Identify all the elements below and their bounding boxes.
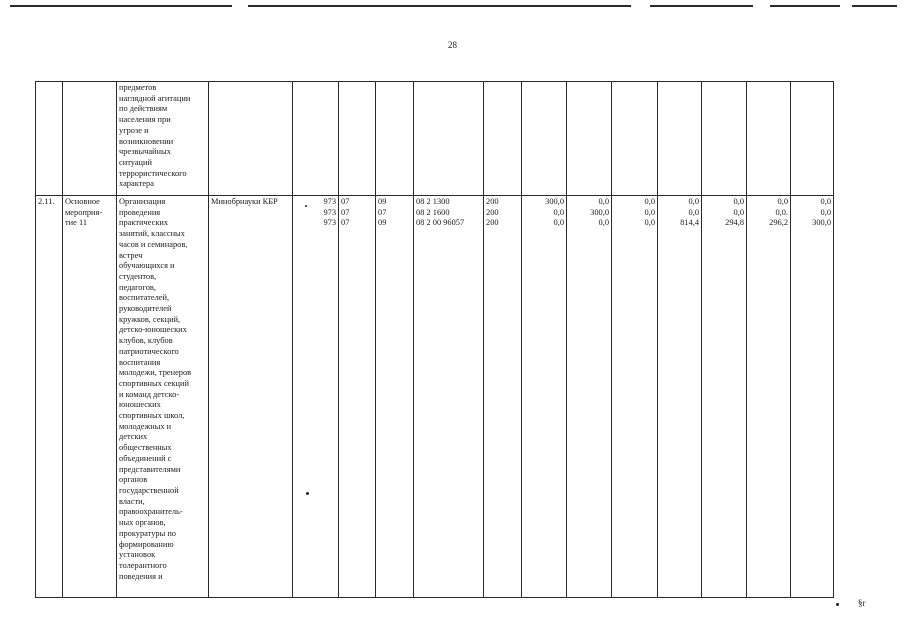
cell-year-1 xyxy=(522,82,567,196)
scan-top-line xyxy=(10,5,232,7)
cell-year-5: 0,0 0,0 294,8 xyxy=(702,196,747,598)
cell-year-7 xyxy=(791,82,834,196)
scan-speck xyxy=(305,205,307,207)
cell-vr xyxy=(484,82,522,196)
scan-top-line xyxy=(770,5,840,7)
program-table xyxy=(35,81,834,598)
cell-year-3 xyxy=(612,82,658,196)
cell-vr: 200 200 200 xyxy=(484,196,522,598)
cell-rz xyxy=(339,82,376,196)
cell-type: Основное мероприя- тие 11 xyxy=(63,196,117,598)
cell-description: предметов наглядной агитации по действиям населения при угрозе и возникновении чрезвычайных ситуаций террористического характера xyxy=(117,82,209,196)
cell-year-4 xyxy=(658,82,702,196)
page-number: 28 xyxy=(448,40,457,50)
scan-top-line xyxy=(852,5,897,7)
cell-type xyxy=(63,82,117,196)
cell-number: 2.11. xyxy=(36,196,63,598)
cell-csr xyxy=(414,82,484,196)
cell-year-7: 0,0 0,0 300,0 xyxy=(791,196,834,598)
cell-executor xyxy=(209,82,293,196)
cell-csr: 08 2 1300 08 2 1600 08 2 00 96057 xyxy=(414,196,484,598)
cell-year-1: 300,0 0,0 0,0 xyxy=(522,196,567,598)
corner-mark: §r xyxy=(858,598,866,608)
cell-year-3: 0,0 0,0 0,0 xyxy=(612,196,658,598)
cell-executor: Минобрнауки КБР xyxy=(209,196,293,598)
cell-year-5 xyxy=(702,82,747,196)
table-row xyxy=(36,82,834,196)
cell-grbs: 973 973 973 xyxy=(293,196,339,598)
scan-speck xyxy=(836,603,839,606)
cell-year-4: 0,0 0,0 814,4 xyxy=(658,196,702,598)
scan-top-line xyxy=(248,5,631,7)
cell-rz: 07 07 07 xyxy=(339,196,376,598)
cell-number xyxy=(36,82,63,196)
cell-pr: 09 07 09 xyxy=(376,196,414,598)
scan-speck xyxy=(306,492,309,495)
cell-pr xyxy=(376,82,414,196)
cell-year-2: 0,0 300,0 0,0 xyxy=(567,196,612,598)
cell-description: Организация проведения практических занятий, классных часов и семинаров, встреч обучающихся и студентов, педагогов, воспитателей, руководителей кружков, секций, детско-юношеских клубов, клубов патриотического воспитания молодежи, тренеров спортивных секций и команд детско- юношеских спортивных школ, молодежных и детских общественных объединений с представителями органов государственной власти, правоохранитель- ных органов, прокуратуры по формированию установок толерантного поведения и xyxy=(117,196,209,598)
cell-grbs xyxy=(293,82,339,196)
table-row xyxy=(36,196,834,598)
cell-year-6: 0,0 0,0. 296,2 xyxy=(747,196,791,598)
scan-top-line xyxy=(650,5,753,7)
cell-year-6 xyxy=(747,82,791,196)
cell-year-2 xyxy=(567,82,612,196)
